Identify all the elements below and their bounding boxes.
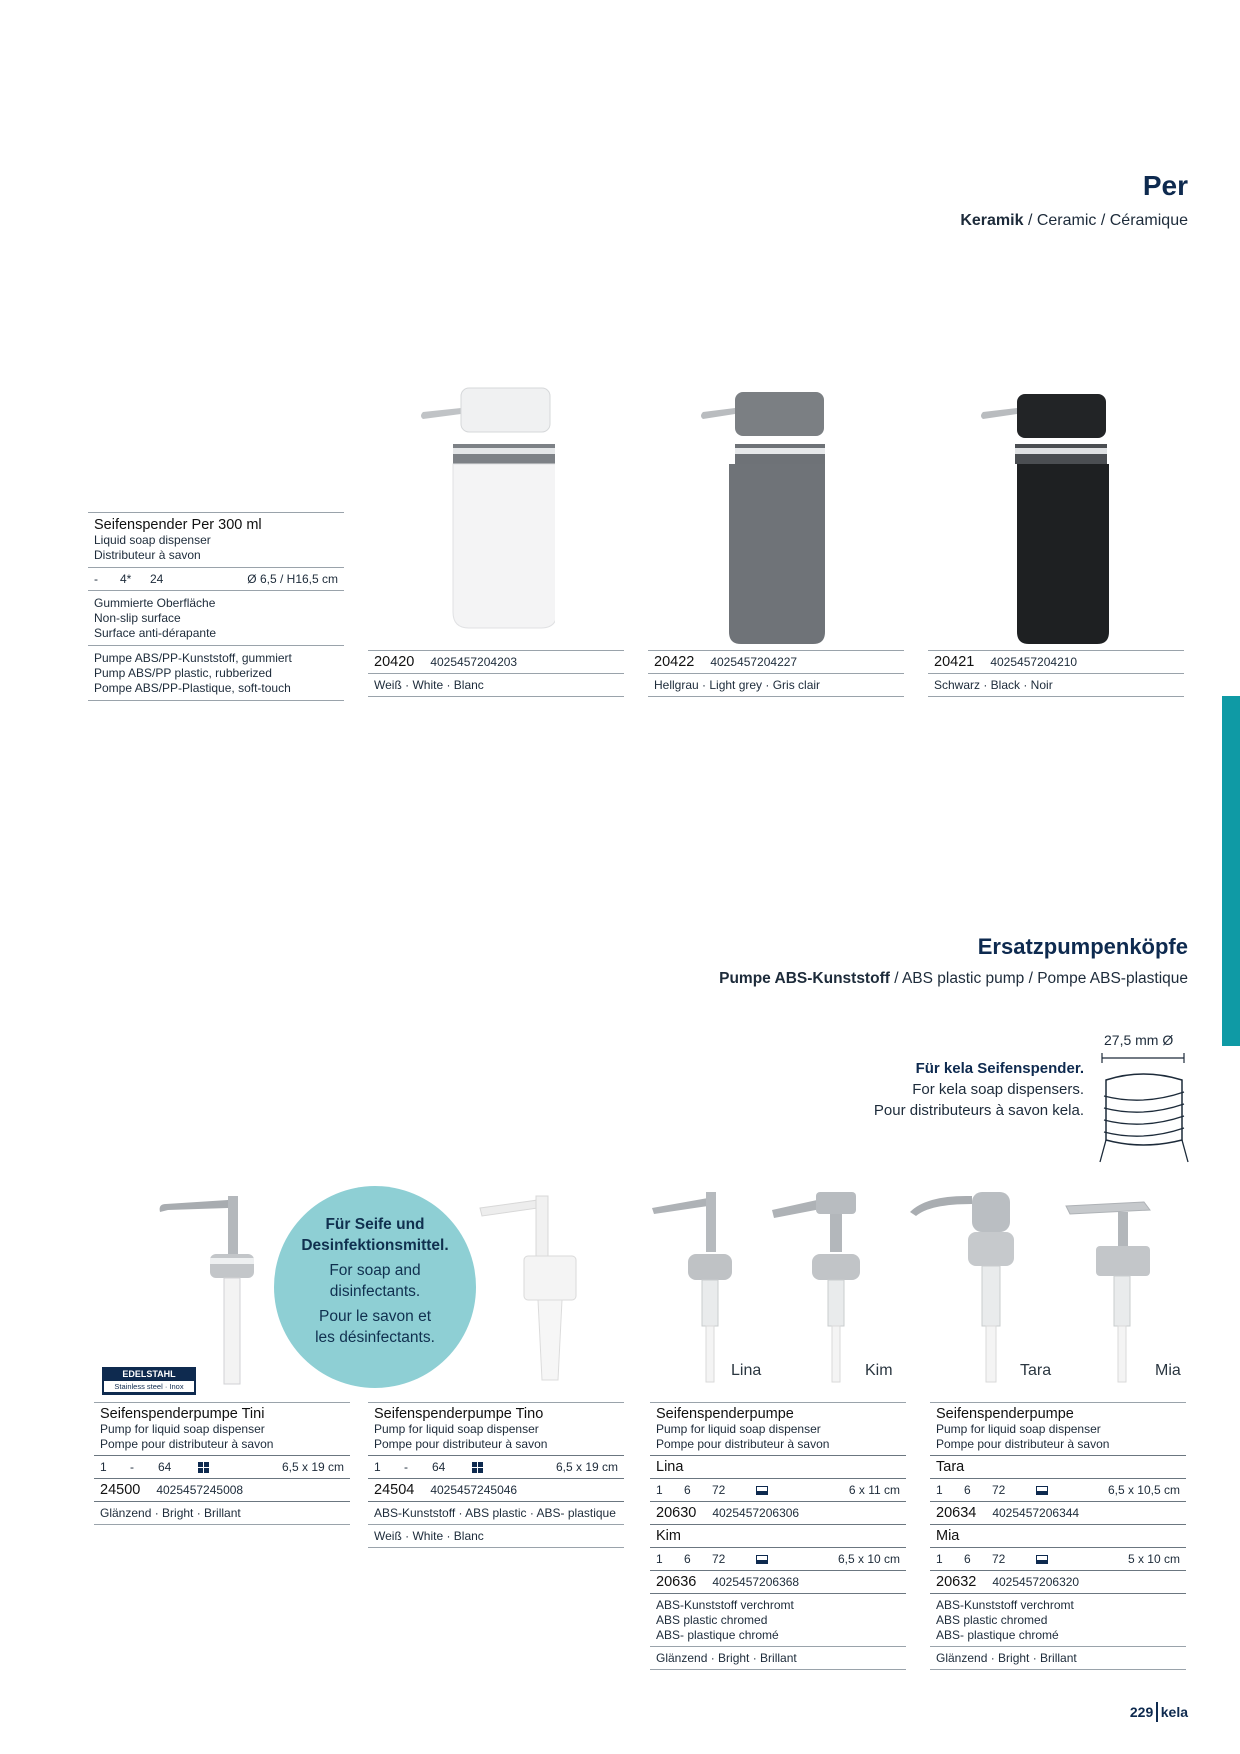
pump-kim-image (770, 1188, 870, 1388)
ean-code: 4025457206306 (712, 1505, 800, 1520)
compatibility-note (874, 1058, 1084, 1121)
badge-title: EDELSTAHL (122, 1369, 176, 1379)
product-name-fr: Pompe pour distributeur à savon (936, 1437, 1110, 1451)
article-number: 20630 (656, 1504, 697, 1521)
inner-pack: 6 (964, 1482, 971, 1497)
label-tara: Tara (1020, 1362, 1052, 1379)
material-fr: ABS- plastique chromé (936, 1628, 1059, 1642)
outer-pack: 72 (992, 1551, 1006, 1566)
per-spec-table (88, 512, 344, 701)
dimensions: 6,5 x 10 cm (837, 1551, 900, 1566)
inner-pack: 6 (964, 1551, 971, 1566)
product-name: Seifenspenderpumpe Tino (374, 1406, 544, 1422)
thread-diagram-icon (1098, 1050, 1194, 1166)
product-name-fr: Pompe pour distributeur à savon (374, 1437, 548, 1451)
ean-code: 4025457245008 (156, 1482, 244, 1497)
label-lina: Lina (731, 1362, 762, 1379)
article-number: 20421 (934, 653, 975, 670)
product-name-fr: Pompe pour distributeur à savon (100, 1437, 274, 1451)
page-number: 229 (1129, 1704, 1154, 1720)
variant-name-kim: Kim (656, 1527, 681, 1544)
article-number: 20634 (936, 1504, 977, 1521)
badge-subtitle: Stainless steel · Inox (104, 1381, 194, 1392)
pack-unit: 1 (936, 1482, 943, 1497)
pump-tini-image (156, 1192, 266, 1392)
variant-name-lina: Lina (656, 1458, 684, 1475)
brand-logo: kela (1160, 1704, 1188, 1720)
dimensions: 5 x 10 cm (1127, 1551, 1180, 1566)
material-fr: Pompe ABS/PP-Plastique, soft-touch (94, 681, 291, 695)
stainless-steel-badge (102, 1367, 196, 1395)
compat-en: For kela soap dispensers. (912, 1081, 1084, 1098)
tara-mia-spec-table (930, 1402, 1186, 1670)
material-de: ABS-Kunststoff verchromt (936, 1598, 1074, 1612)
diameter-label: 27,5 mm Ø (1104, 1032, 1174, 1048)
product-name-en: Pump for liquid soap dispenser (656, 1422, 821, 1436)
inner-pack: 6 (684, 1551, 691, 1566)
callout-fr-1: Pour le savon et (318, 1308, 431, 1325)
feature-en: Non-slip surface (94, 611, 181, 625)
finish: Glänzend · Bright · Brillant (656, 1650, 797, 1665)
section-title-pumps: Ersatzpumpenköpfe (977, 934, 1188, 959)
product-name-en: Pump for liquid soap dispenser (374, 1422, 539, 1436)
pump-mia-image (1062, 1188, 1162, 1388)
dimensions: 6,5 x 19 cm (555, 1459, 618, 1474)
product-name-fr: Pompe pour distributeur à savon (656, 1437, 830, 1451)
variant-name-mia: Mia (936, 1527, 960, 1544)
blister-pack-icon (1036, 1555, 1048, 1564)
subtitle-pump-rest: / ABS plastic pump / Pompe ABS-plastique (889, 970, 1188, 987)
product-name: Seifenspenderpumpe Tini (100, 1406, 265, 1422)
ean-code: 4025457204227 (710, 654, 798, 669)
callout-de-2: Desinfektionsmittel. (301, 1237, 449, 1254)
inner-pack: 6 (684, 1482, 691, 1497)
pack-unit: 1 (100, 1459, 107, 1474)
compat-fr: Pour distributeurs à savon kela. (873, 1102, 1084, 1119)
dimensions: Ø 6,5 / H16,5 cm (247, 571, 338, 586)
blister-pack-icon (1036, 1486, 1048, 1495)
blister-pack-icon (756, 1486, 768, 1495)
inner-pack: - (130, 1459, 134, 1474)
pack-unit: 1 (656, 1551, 663, 1566)
label-kim: Kim (865, 1362, 893, 1379)
article-number: 24504 (374, 1481, 415, 1498)
dimensions: 6,5 x 10,5 cm (1107, 1482, 1180, 1497)
dimensions: 6 x 11 cm (848, 1482, 900, 1497)
disinfectant-callout (274, 1186, 476, 1388)
material: ABS-Kunststoff · ABS plastic · ABS- plastique (374, 1505, 616, 1520)
pack-unit: 1 (374, 1459, 381, 1474)
outer-pack: 64 (432, 1459, 446, 1474)
subtitle-material-rest: / Ceramic / Céramique (1023, 212, 1188, 229)
ean-code: 4025457206320 (992, 1574, 1080, 1589)
product-name: Seifenspender Per 300 ml (94, 517, 262, 533)
material-en: ABS plastic chromed (656, 1613, 768, 1627)
outer-pack: 72 (712, 1551, 726, 1566)
inner-pack: - (404, 1459, 408, 1474)
article-number: 20422 (654, 653, 695, 670)
outer-pack: 24 (150, 571, 164, 586)
variant-color: Hellgrau · Light grey · Gris clair (654, 677, 821, 692)
display-box-icon (198, 1462, 209, 1473)
feature-de: Gummierte Oberfläche (94, 596, 216, 610)
product-name: Seifenspenderpumpe (936, 1406, 1074, 1422)
variant-white (368, 650, 624, 697)
label-mia: Mia (1155, 1362, 1181, 1379)
material-en: ABS plastic chromed (936, 1613, 1048, 1627)
variant-name-tara: Tara (936, 1458, 965, 1475)
pump-tara-image (906, 1188, 1016, 1388)
outer-pack: 72 (992, 1482, 1006, 1497)
compat-de: Für kela Seifenspender. (915, 1060, 1084, 1077)
subtitle-material-bold: Keramik (960, 212, 1024, 229)
product-name-en: Pump for liquid soap dispenser (936, 1422, 1101, 1436)
article-number: 24500 (100, 1481, 141, 1498)
callout-fr-2: les désinfectants. (315, 1329, 435, 1346)
color: Weiß · White · Blanc (374, 1528, 484, 1543)
side-tab-marker (1222, 696, 1240, 1046)
ean-code: 4025457206368 (712, 1574, 800, 1589)
material-en: Pump ABS/PP plastic, rubberized (94, 666, 272, 680)
finish: Glänzend · Bright · Brillant (936, 1650, 1077, 1665)
product-name-en: Pump for liquid soap dispenser (100, 1422, 265, 1436)
ean-code: 4025457245046 (430, 1482, 518, 1497)
finish: Glänzend · Bright · Brillant (100, 1505, 241, 1520)
pump-lina-image (650, 1188, 740, 1388)
soap-dispenser-black-image (975, 382, 1115, 652)
product-name: Seifenspenderpumpe (656, 1406, 794, 1422)
callout-de-1: Für Seife und (325, 1216, 425, 1233)
callout-en-2: disinfectants. (329, 1283, 421, 1300)
outer-pack: 72 (712, 1482, 726, 1497)
soap-dispenser-grey-image (695, 382, 835, 652)
pack-unit: 1 (656, 1482, 663, 1497)
section-subtitle-per (960, 212, 1188, 230)
inner-pack: 4* (120, 571, 132, 586)
ean-code: 4025457204203 (430, 654, 518, 669)
dimensions: 6,5 x 19 cm (281, 1459, 344, 1474)
product-name-en: Liquid soap dispenser (94, 533, 211, 547)
display-box-icon (472, 1462, 483, 1473)
pump-tino-image (476, 1192, 586, 1392)
material-fr: ABS- plastique chromé (656, 1628, 779, 1642)
variant-color: Weiß · White · Blanc (374, 677, 484, 692)
variant-color: Schwarz · Black · Noir (934, 677, 1053, 692)
footer-divider (1156, 1702, 1158, 1722)
pack-unit: 1 (936, 1551, 943, 1566)
outer-pack: 64 (158, 1459, 172, 1474)
tini-spec-table (94, 1402, 350, 1525)
pack-unit: - (94, 571, 98, 586)
variant-black (928, 650, 1184, 697)
feature-fr: Surface anti-dérapante (94, 626, 217, 640)
material-de: Pumpe ABS/PP-Kunststoff, gummiert (94, 651, 292, 665)
section-title-per: Per (1142, 170, 1188, 201)
soap-dispenser-white-image (415, 382, 555, 652)
article-number: 20632 (936, 1573, 977, 1590)
callout-en-1: For soap and (329, 1262, 421, 1279)
section-subtitle-pumps (719, 970, 1188, 988)
ean-code: 4025457204210 (990, 654, 1078, 669)
product-name-fr: Distributeur à savon (94, 548, 201, 562)
tino-spec-table (368, 1402, 624, 1548)
ean-code: 4025457206344 (992, 1505, 1080, 1520)
page-footer (1130, 1702, 1188, 1722)
subtitle-pump-bold: Pumpe ABS-Kunststoff (719, 970, 890, 987)
article-number: 20420 (374, 653, 415, 670)
variant-grey (648, 650, 904, 697)
blister-pack-icon (756, 1555, 768, 1564)
material-de: ABS-Kunststoff verchromt (656, 1598, 794, 1612)
article-number: 20636 (656, 1573, 697, 1590)
lina-kim-spec-table (650, 1402, 906, 1670)
